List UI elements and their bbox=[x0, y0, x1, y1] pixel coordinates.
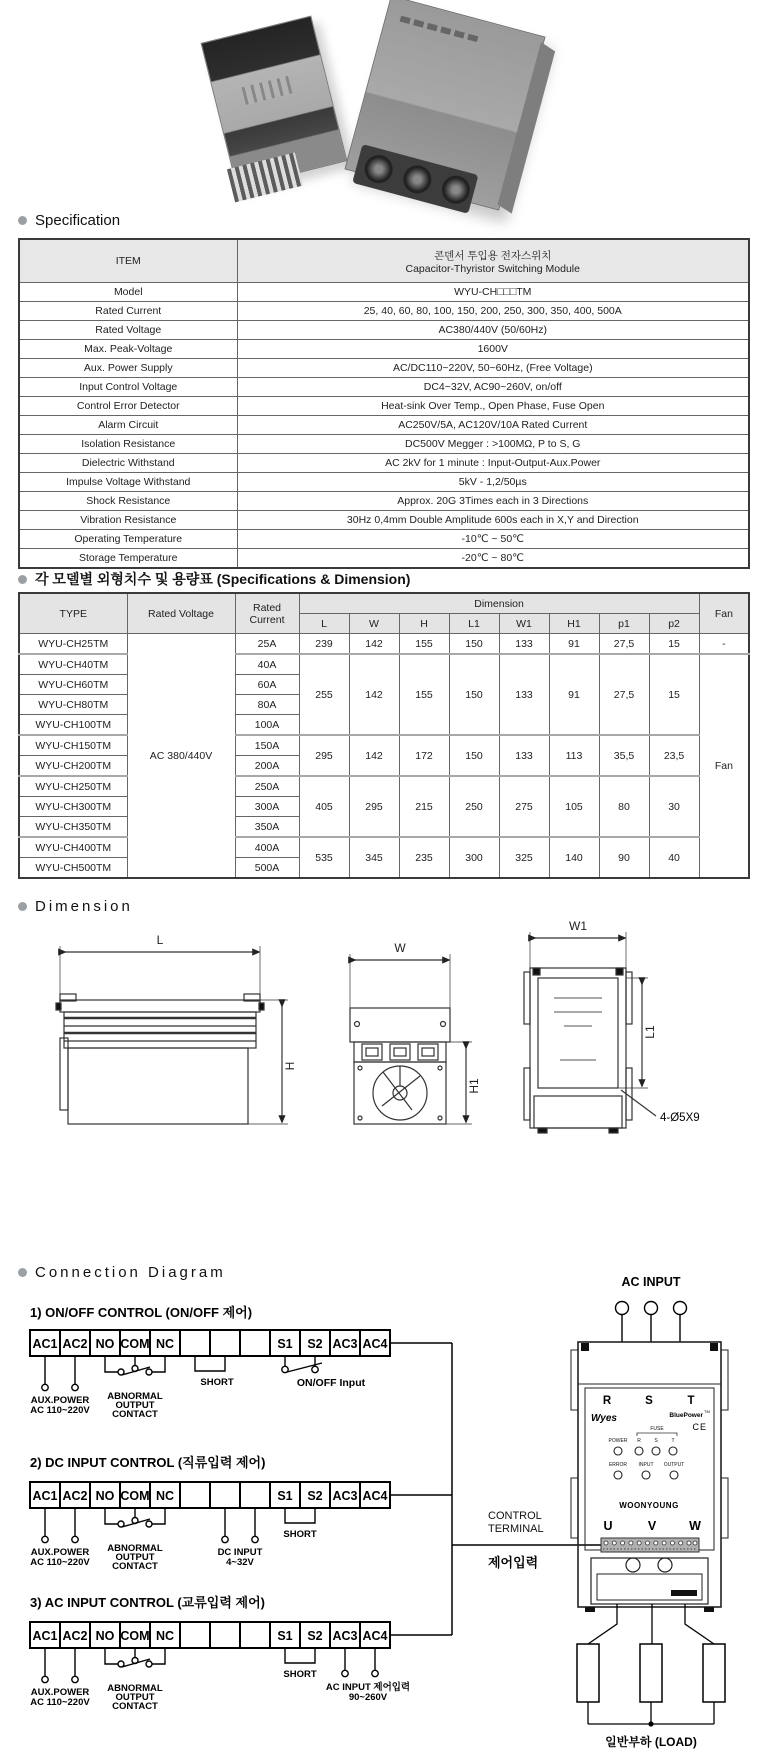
terminal-label: AC3 bbox=[332, 1489, 358, 1503]
cell: AC380/440V (50/60Hz) bbox=[237, 321, 749, 340]
cell: L bbox=[299, 614, 349, 634]
cell: 295 bbox=[349, 776, 399, 837]
cell: Isolation Resistance bbox=[19, 435, 237, 454]
cell: WYU-CH250TM bbox=[19, 776, 127, 797]
side-panel bbox=[498, 42, 556, 213]
plan-view-drawing bbox=[524, 932, 656, 1133]
cell: 239 bbox=[299, 634, 349, 655]
cell: 150 bbox=[449, 654, 499, 735]
load-label: 일반부하 (LOAD) bbox=[605, 1735, 697, 1749]
header-ko: 콘덴서 투입용 전자스위치 bbox=[434, 249, 552, 262]
bluepower-label: BluePower bbox=[669, 1412, 703, 1419]
table-row bbox=[19, 302, 749, 321]
cell: ITEM bbox=[19, 239, 237, 283]
ac-input-label: AC INPUT bbox=[621, 1275, 681, 1289]
cell: 325 bbox=[499, 837, 549, 878]
diagram3-title: 3) AC INPUT CONTROL (교류입력 제어) bbox=[30, 1595, 265, 1610]
cell: 90 bbox=[599, 837, 649, 878]
terminal-label: AC3 bbox=[332, 1629, 358, 1643]
terminal-label: AC1 bbox=[32, 1629, 58, 1643]
cell: 35,5 bbox=[599, 735, 649, 776]
header-line: Rated bbox=[252, 601, 282, 614]
product-photo-large bbox=[344, 0, 545, 211]
control-input-korean-label: 제어입력 bbox=[488, 1555, 539, 1570]
terminal-label: COM bbox=[120, 1489, 150, 1503]
table-row bbox=[19, 549, 749, 569]
cell: 25A bbox=[235, 634, 299, 655]
table-row bbox=[19, 492, 749, 511]
cell: 400A bbox=[235, 837, 299, 858]
diagram2-title: 2) DC INPUT CONTROL (직류입력 제어) bbox=[30, 1455, 266, 1470]
cell: Approx. 20G 3Times each in 3 Directions bbox=[237, 492, 749, 511]
terminal-label: AC2 bbox=[62, 1629, 88, 1643]
section-specification bbox=[18, 212, 120, 229]
cell: 235 bbox=[399, 837, 449, 878]
header-line: Current bbox=[249, 613, 285, 626]
cell: 142 bbox=[349, 654, 399, 735]
section-bullet-icon bbox=[18, 575, 27, 584]
cell: L1 bbox=[449, 614, 499, 634]
section-bullet-icon bbox=[18, 902, 27, 911]
ac-input-terminals bbox=[616, 1302, 687, 1343]
short-label: SHORT bbox=[283, 1669, 317, 1680]
fuse-t-label: T bbox=[671, 1438, 675, 1444]
cell: 150 bbox=[449, 735, 499, 776]
table-row bbox=[19, 359, 749, 378]
terminal-label: NC bbox=[155, 1629, 175, 1643]
maker-label: WOONYOUNG bbox=[619, 1501, 679, 1510]
cell: 105 bbox=[549, 776, 599, 837]
hole-annotation: 4-Ø5X9 bbox=[660, 1112, 700, 1124]
cell: 300A bbox=[235, 797, 299, 817]
section-title: Dimension bbox=[35, 898, 133, 915]
tm-mark: TM bbox=[704, 1409, 710, 1414]
diagram1-title: 1) ON/OFF CONTROL (ON/OFF 제어) bbox=[30, 1305, 253, 1320]
table-row bbox=[19, 321, 749, 340]
label-line: TERMINAL bbox=[488, 1523, 544, 1535]
cell: H bbox=[399, 614, 449, 634]
terminal-label: S2 bbox=[307, 1489, 323, 1503]
cell: 113 bbox=[549, 735, 599, 776]
dc-input-voltage: 4~32V bbox=[226, 1557, 254, 1568]
models-dimension-table bbox=[18, 592, 750, 879]
phase-u-label: U bbox=[603, 1519, 613, 1533]
cell: H1 bbox=[549, 614, 599, 634]
cell: 405 bbox=[299, 776, 349, 837]
terminal-label: AC4 bbox=[362, 1489, 388, 1503]
cell: AC/DC110~220V, 50~60Hz, (Free Voltage) bbox=[237, 359, 749, 378]
cell: Rated Voltage bbox=[127, 593, 235, 634]
cell: 40A bbox=[235, 654, 299, 675]
section-bullet-icon bbox=[18, 1268, 27, 1277]
cell: 172 bbox=[399, 735, 449, 776]
cell: 300 bbox=[449, 837, 499, 878]
terminal-label: S1 bbox=[277, 1489, 293, 1503]
phase-v-label: V bbox=[647, 1519, 657, 1533]
cell: 345 bbox=[349, 837, 399, 878]
cell: 142 bbox=[349, 735, 399, 776]
dimension-drawings bbox=[20, 920, 740, 1155]
phase-w-label: W bbox=[689, 1519, 701, 1533]
cell: WYU-CH500TM bbox=[19, 858, 127, 879]
terminal-label: NO bbox=[95, 1337, 115, 1351]
cell: WYU-CH40TM bbox=[19, 654, 127, 675]
ce-mark-icon: CE bbox=[692, 1422, 707, 1432]
cell: Fan bbox=[699, 654, 749, 878]
abnormal-label: CONTACT bbox=[112, 1701, 158, 1712]
input-label: INPUT bbox=[638, 1462, 654, 1468]
load-wires bbox=[577, 1604, 725, 1727]
cell: WYU-CH25TM bbox=[19, 634, 127, 655]
dim-label-H1: H1 bbox=[467, 1078, 481, 1094]
cell: 250A bbox=[235, 776, 299, 797]
abnormal-label: OUTPUT bbox=[115, 1552, 155, 1563]
abnormal-label: CONTACT bbox=[112, 1561, 158, 1572]
cell: WYU-CH80TM bbox=[19, 695, 127, 715]
dim-label-L: L bbox=[156, 933, 164, 947]
cell: AC250V/5A, AC120V/10A Rated Current bbox=[237, 416, 749, 435]
cell: 27,5 bbox=[599, 634, 649, 655]
cell bbox=[235, 593, 299, 634]
ac-input-label: AC INPUT 제어입력 bbox=[325, 1682, 411, 1693]
cell: WYU-CH60TM bbox=[19, 675, 127, 695]
cell: 255 bbox=[299, 654, 349, 735]
abnormal-label: OUTPUT bbox=[115, 1692, 155, 1703]
table-row bbox=[19, 454, 749, 473]
cell: 15 bbox=[649, 634, 699, 655]
section-bullet-icon bbox=[18, 216, 27, 225]
cell: 155 bbox=[399, 634, 449, 655]
section-connection bbox=[18, 1264, 226, 1281]
cell: 1600V bbox=[237, 340, 749, 359]
cell: 25, 40, 60, 80, 100, 150, 200, 250, 300, 350, 400, 500A bbox=[237, 302, 749, 321]
output-label: OUTPUT bbox=[663, 1462, 685, 1468]
abnormal-label: ABNORMAL bbox=[107, 1391, 163, 1402]
cell: 60A bbox=[235, 675, 299, 695]
cell: Dielectric Withstand bbox=[19, 454, 237, 473]
table-row bbox=[19, 511, 749, 530]
table-row bbox=[19, 239, 749, 283]
cell: 155 bbox=[399, 654, 449, 735]
cell: Model bbox=[19, 283, 237, 302]
cell: W1 bbox=[499, 614, 549, 634]
aux-power-voltage: AC 110~220V bbox=[30, 1405, 90, 1416]
cell: DC4~32V, AC90~260V, on/off bbox=[237, 378, 749, 397]
abnormal-label: OUTPUT bbox=[115, 1400, 155, 1411]
cell: 133 bbox=[499, 634, 549, 655]
cell: DC500V Megger : >100MΩ, P to S, G bbox=[237, 435, 749, 454]
cell: Alarm Circuit bbox=[19, 416, 237, 435]
cell: 275 bbox=[499, 776, 549, 837]
header-en: Capacitor-Thyristor Switching Module bbox=[405, 262, 580, 275]
cell: 91 bbox=[549, 654, 599, 735]
cell: 150A bbox=[235, 735, 299, 756]
cell: 535 bbox=[299, 837, 349, 878]
control-terminal-strip bbox=[601, 1538, 699, 1552]
section-title: Connection Diagram bbox=[35, 1264, 226, 1281]
cell: 30 bbox=[649, 776, 699, 837]
cell: WYU-CH150TM bbox=[19, 735, 127, 756]
aux-power-label: AUX.POWER bbox=[30, 1395, 90, 1406]
phase-s-label: S bbox=[645, 1395, 653, 1407]
cell: -10℃ ~ 50℃ bbox=[237, 530, 749, 549]
table-row bbox=[19, 593, 749, 614]
terminal-label: COM bbox=[120, 1629, 150, 1643]
terminal-label: NO bbox=[95, 1489, 115, 1503]
table-row bbox=[19, 283, 749, 302]
fuse-r-label: R bbox=[637, 1438, 641, 1444]
cell: p2 bbox=[649, 614, 699, 634]
terminal-label: NC bbox=[155, 1337, 175, 1351]
cell: p1 bbox=[599, 614, 649, 634]
cell: AC 380/440V bbox=[127, 634, 235, 879]
cell: 350A bbox=[235, 817, 299, 838]
cell: 80A bbox=[235, 695, 299, 715]
phase-t-label: T bbox=[687, 1395, 695, 1407]
label-text-lines bbox=[400, 16, 479, 43]
fuse-label: FUSE bbox=[650, 1426, 664, 1432]
table-row bbox=[19, 340, 749, 359]
section-title: 각 모델별 외형치수 및 용량표 (Specifications & Dimension) bbox=[35, 571, 411, 587]
cell: 40 bbox=[649, 837, 699, 878]
label-line: CONTROL bbox=[488, 1510, 542, 1522]
led-panel bbox=[242, 76, 293, 105]
aux-power-label: AUX.POWER bbox=[30, 1547, 90, 1558]
cell: 150 bbox=[449, 634, 499, 655]
cell: WYU-CH300TM bbox=[19, 797, 127, 817]
power-label: POWER bbox=[608, 1438, 628, 1444]
fuse-s-label: S bbox=[654, 1438, 658, 1444]
cell: Operating Temperature bbox=[19, 530, 237, 549]
cell: Storage Temperature bbox=[19, 549, 237, 569]
cell: 133 bbox=[499, 654, 549, 735]
front-view-drawing bbox=[350, 954, 472, 1124]
onoff-input-label: ON/OFF Input bbox=[296, 1377, 366, 1389]
aux-power-label: AUX.POWER bbox=[30, 1687, 90, 1698]
cell: 200A bbox=[235, 756, 299, 777]
cell: - bbox=[699, 634, 749, 655]
terminal-label: AC4 bbox=[362, 1629, 388, 1643]
cell: Rated Current bbox=[19, 302, 237, 321]
product-photo-small bbox=[201, 15, 348, 188]
cell: -20℃ ~ 80℃ bbox=[237, 549, 749, 569]
terminal-label: AC3 bbox=[332, 1337, 358, 1351]
terminal-label: AC2 bbox=[62, 1337, 88, 1351]
cell: 133 bbox=[499, 735, 549, 776]
brand-logo: Wyes bbox=[591, 1413, 617, 1424]
terminal-label: AC1 bbox=[32, 1337, 58, 1351]
cell: W bbox=[349, 614, 399, 634]
abnormal-label: CONTACT bbox=[112, 1409, 158, 1420]
terminal-label: S2 bbox=[307, 1337, 323, 1351]
wiring-symbols bbox=[42, 1648, 378, 1683]
cell: Fan bbox=[699, 593, 749, 634]
cell: TYPE bbox=[19, 593, 127, 634]
cell: WYU-CH350TM bbox=[19, 817, 127, 838]
product-photos bbox=[185, 5, 605, 195]
dim-label-W: W bbox=[394, 941, 406, 955]
cell: WYU-CH200TM bbox=[19, 756, 127, 777]
led-indicator-panel bbox=[609, 1426, 685, 1479]
terminal-label: S1 bbox=[277, 1629, 293, 1643]
side-view-drawing bbox=[56, 946, 288, 1124]
cell: Shock Resistance bbox=[19, 492, 237, 511]
cell: Rated Voltage bbox=[19, 321, 237, 340]
cell: 15 bbox=[649, 654, 699, 735]
cell: Dimension bbox=[299, 593, 699, 614]
terminal-label: AC4 bbox=[362, 1337, 388, 1351]
cell: Aux. Power Supply bbox=[19, 359, 237, 378]
cell: 215 bbox=[399, 776, 449, 837]
terminal-label: S1 bbox=[277, 1337, 293, 1351]
cell: Impulse Voltage Withstand bbox=[19, 473, 237, 492]
cell: 295 bbox=[299, 735, 349, 776]
terminal-label: COM bbox=[120, 1337, 150, 1351]
cell: AC 2kV for 1 minute : Input-Output-Aux.Power bbox=[237, 454, 749, 473]
cell: 23,5 bbox=[649, 735, 699, 776]
terminal-label: NO bbox=[95, 1629, 115, 1643]
ac-input-voltage: 90~260V bbox=[348, 1692, 388, 1703]
table-row bbox=[19, 397, 749, 416]
section-models bbox=[18, 569, 410, 589]
cell: Max. Peak-Voltage bbox=[19, 340, 237, 359]
section-dimension bbox=[18, 898, 133, 915]
cell: Vibration Resistance bbox=[19, 511, 237, 530]
error-label: ERROR bbox=[608, 1462, 628, 1468]
switching-module-device-drawing bbox=[545, 1272, 760, 1760]
dim-label-H: H bbox=[283, 1061, 297, 1071]
cell bbox=[237, 239, 749, 283]
cell: 30Hz 0,4mm Double Amplitude 600s each in X,Y and Direction bbox=[237, 511, 749, 530]
terminal-label: S2 bbox=[307, 1629, 323, 1643]
cell: Heat-sink Over Temp., Open Phase, Fuse Open bbox=[237, 397, 749, 416]
table-row bbox=[19, 378, 749, 397]
cell: 140 bbox=[549, 837, 599, 878]
section-title: Specification bbox=[35, 212, 121, 229]
cell: Control Error Detector bbox=[19, 397, 237, 416]
dc-input-label: DC INPUT bbox=[217, 1547, 263, 1558]
short-label: SHORT bbox=[200, 1377, 234, 1388]
terminal-label: AC2 bbox=[62, 1489, 88, 1503]
cell: 250 bbox=[449, 776, 499, 837]
cell: 91 bbox=[549, 634, 599, 655]
terminal-label: NC bbox=[155, 1489, 175, 1503]
abnormal-label: ABNORMAL bbox=[107, 1683, 163, 1694]
control-terminal-label bbox=[488, 1510, 544, 1536]
table-row bbox=[19, 435, 749, 454]
dim-label-W1: W1 bbox=[569, 919, 587, 933]
abnormal-label: ABNORMAL bbox=[107, 1543, 163, 1554]
specification-table bbox=[18, 238, 750, 569]
wiring-symbols bbox=[42, 1356, 322, 1391]
cell: 5kV - 1,2/50µs bbox=[237, 473, 749, 492]
table-row bbox=[19, 473, 749, 492]
terminal-label: AC1 bbox=[32, 1489, 58, 1503]
output-busbar-section bbox=[591, 1558, 708, 1604]
cell: 500A bbox=[235, 858, 299, 879]
cell: 142 bbox=[349, 634, 399, 655]
cell: WYU-CH100TM bbox=[19, 715, 127, 736]
cell: 80 bbox=[599, 776, 649, 837]
cell: Input Control Voltage bbox=[19, 378, 237, 397]
phase-r-label: R bbox=[602, 1395, 612, 1407]
table-row bbox=[19, 530, 749, 549]
aux-power-voltage: AC 110~220V bbox=[30, 1697, 90, 1708]
cell: 100A bbox=[235, 715, 299, 736]
aux-power-voltage: AC 110~220V bbox=[30, 1557, 90, 1568]
cell: WYU-CH□□□TM bbox=[237, 283, 749, 302]
short-label: SHORT bbox=[283, 1529, 317, 1540]
dim-label-L1: L1 bbox=[643, 1025, 657, 1039]
table-row bbox=[19, 416, 749, 435]
cell: 27,5 bbox=[599, 654, 649, 735]
wiring-symbols bbox=[42, 1508, 315, 1543]
table-row bbox=[19, 634, 749, 655]
heatsink-fins bbox=[227, 152, 303, 202]
cell: WYU-CH400TM bbox=[19, 837, 127, 858]
fan-grille bbox=[352, 144, 478, 214]
